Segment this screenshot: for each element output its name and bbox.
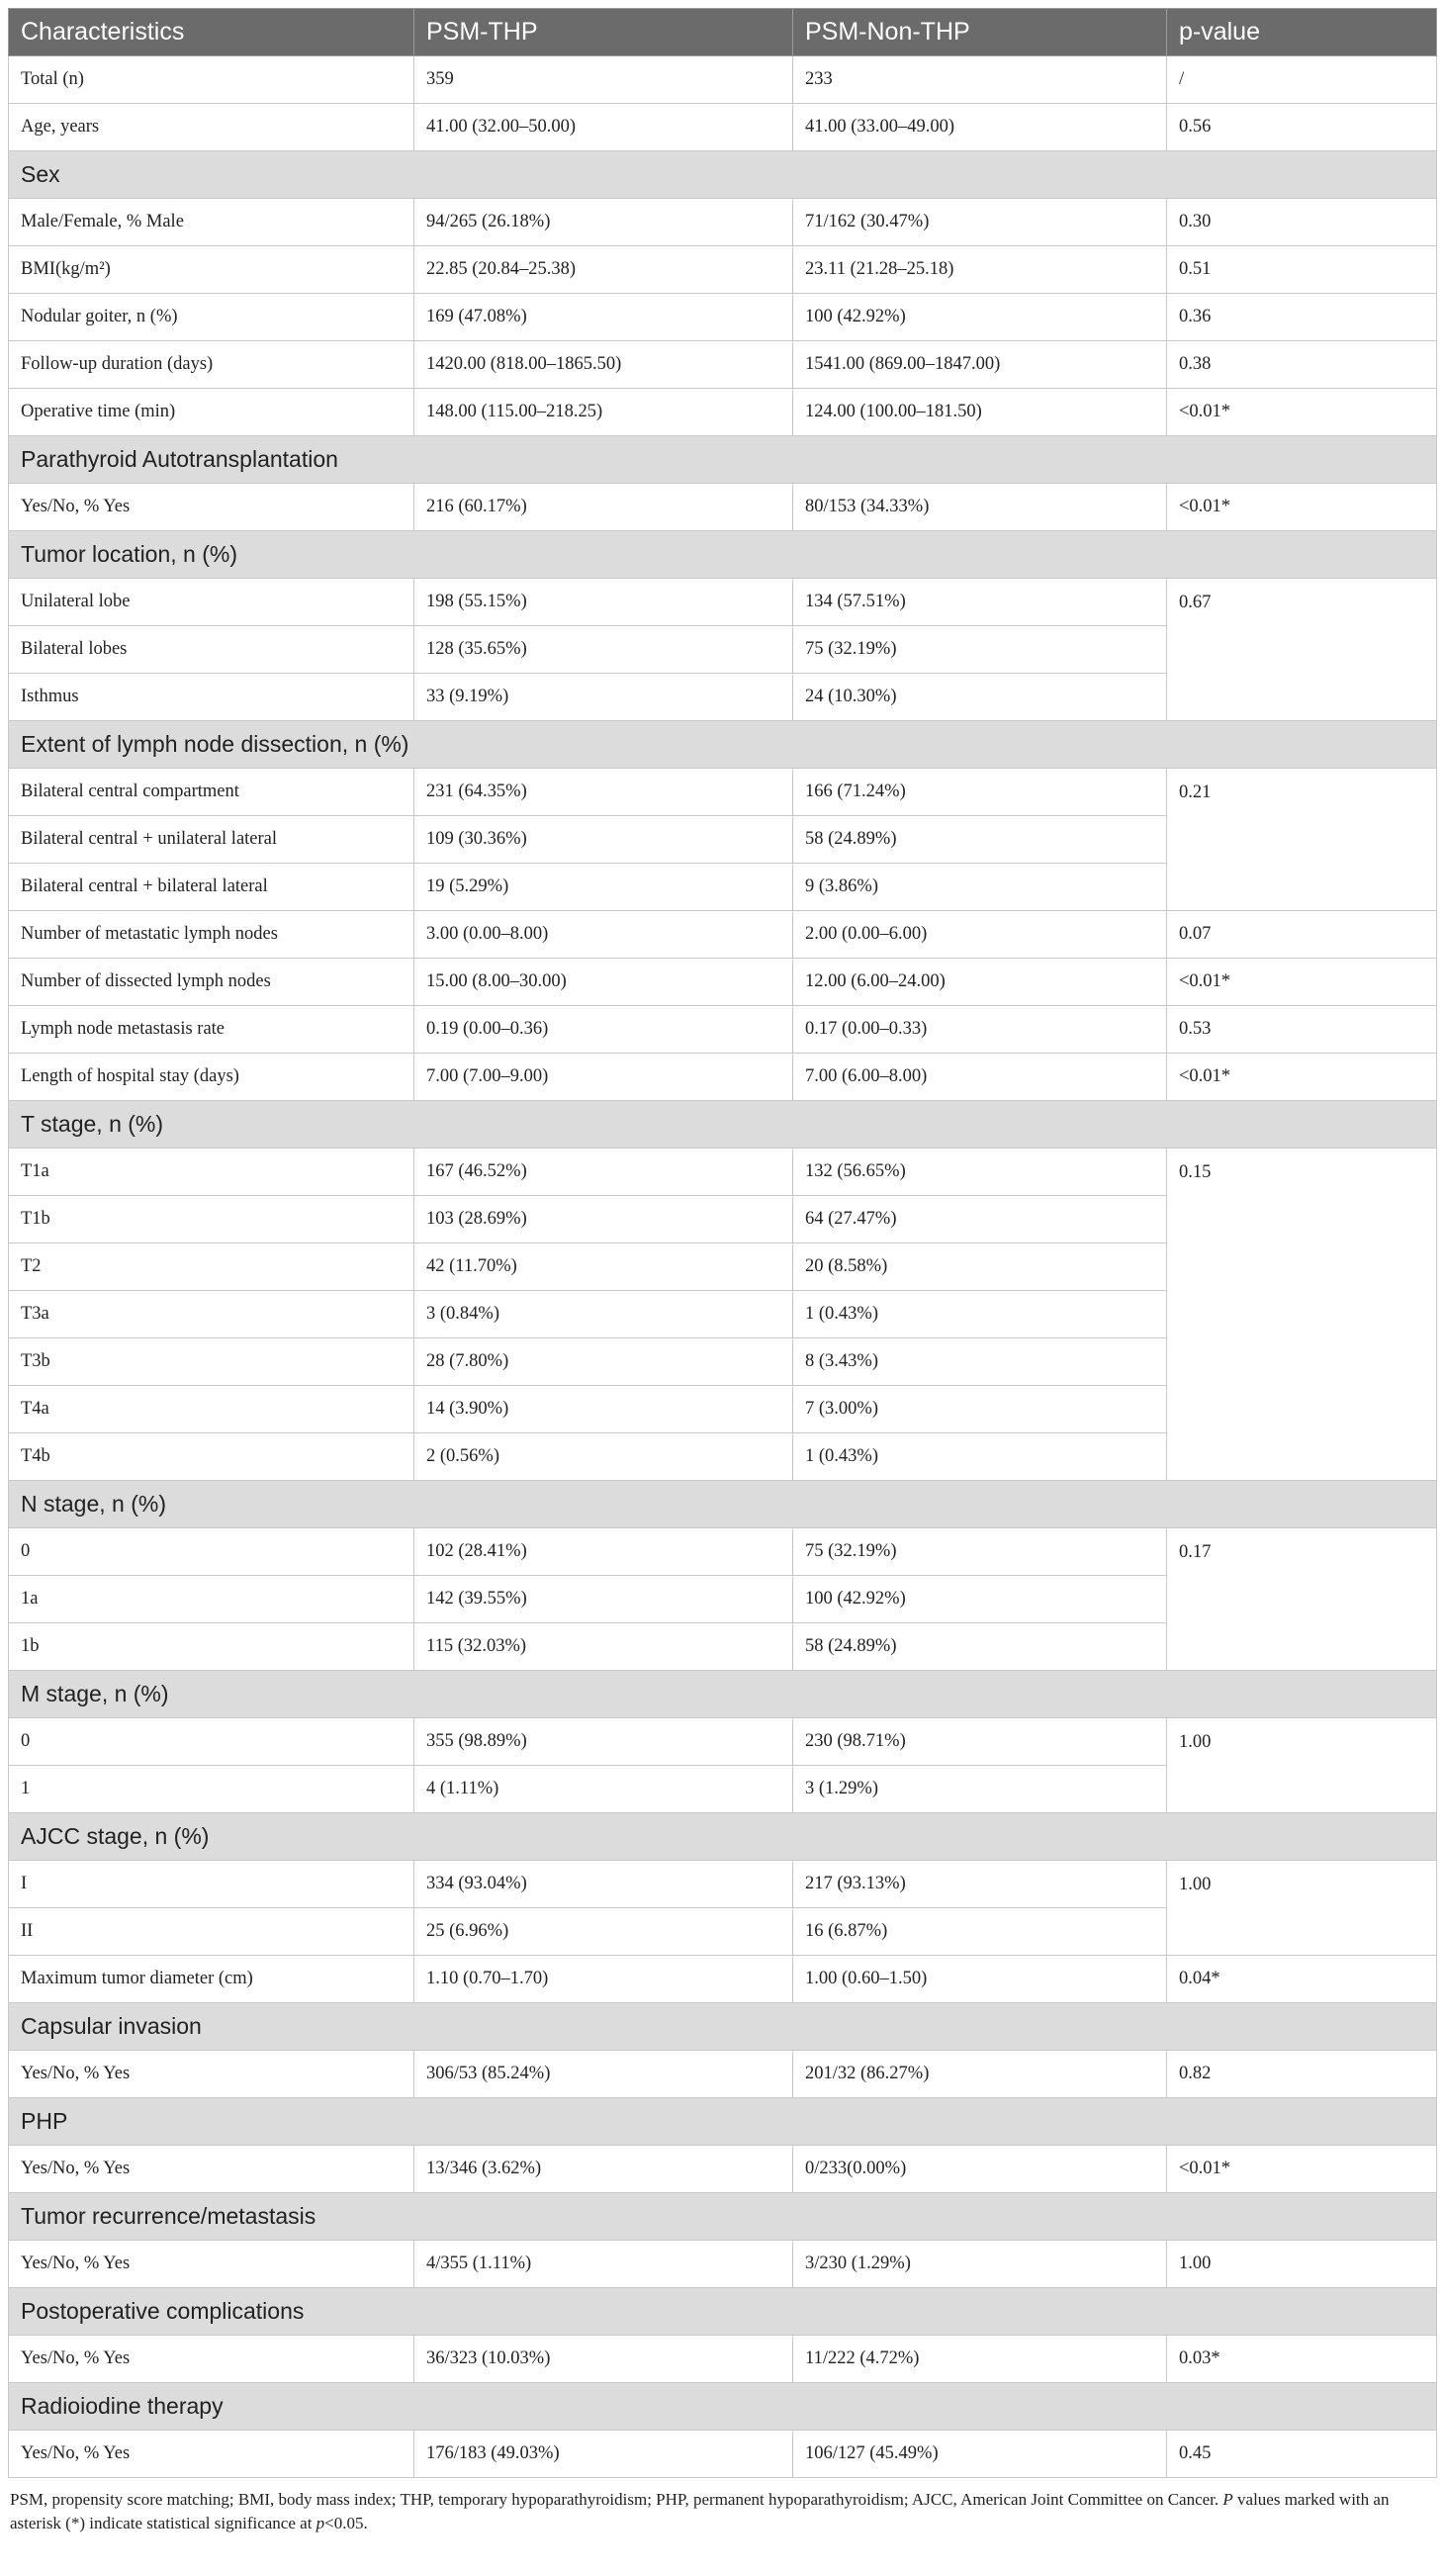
cell-psm-non-thp: 132 (56.65%) xyxy=(793,1149,1167,1196)
cell-characteristic: Yes/No, % Yes xyxy=(9,2146,414,2193)
cell-characteristic: Bilateral central + bilateral lateral xyxy=(9,864,414,911)
characteristics-table xyxy=(8,8,1437,2478)
table-row xyxy=(9,1149,1437,1196)
cell-psm-non-thp: 1 (0.43%) xyxy=(793,1291,1167,1338)
cell-psm-thp: 115 (32.03%) xyxy=(414,1623,793,1671)
cell-psm-non-thp: 1.00 (0.60–1.50) xyxy=(793,1956,1167,2003)
cell-psm-thp: 14 (3.90%) xyxy=(414,1386,793,1433)
cell-psm-thp: 22.85 (20.84–25.38) xyxy=(414,246,793,294)
cell-characteristic: Isthmus xyxy=(9,674,414,721)
cell-psm-thp: 198 (55.15%) xyxy=(414,579,793,626)
cell-psm-non-thp: 1 (0.43%) xyxy=(793,1433,1167,1481)
cell-psm-non-thp: 58 (24.89%) xyxy=(793,1623,1167,1671)
cell-psm-non-thp: 9 (3.86%) xyxy=(793,864,1167,911)
section-row xyxy=(9,1101,1437,1149)
cell-psm-thp: 2 (0.56%) xyxy=(414,1433,793,1481)
cell-characteristic: Yes/No, % Yes xyxy=(9,484,414,531)
cell-p-value: 0.53 xyxy=(1167,1006,1437,1054)
cell-psm-thp: 109 (30.36%) xyxy=(414,816,793,864)
cell-characteristic: Yes/No, % Yes xyxy=(9,2051,414,2098)
cell-characteristic: BMI(kg/m²) xyxy=(9,246,414,294)
section-row xyxy=(9,2193,1437,2241)
section-label: Tumor location, n (%) xyxy=(9,531,1437,579)
section-label: Radioiodine therapy xyxy=(9,2383,1437,2431)
cell-characteristic: Follow-up duration (days) xyxy=(9,341,414,389)
cell-psm-non-thp: 8 (3.43%) xyxy=(793,1338,1167,1386)
cell-characteristic: Yes/No, % Yes xyxy=(9,2431,414,2478)
table-row xyxy=(9,2241,1437,2288)
cell-psm-non-thp: 134 (57.51%) xyxy=(793,579,1167,626)
cell-psm-non-thp: 166 (71.24%) xyxy=(793,769,1167,816)
cell-psm-thp: 4 (1.11%) xyxy=(414,1766,793,1813)
cell-characteristic: Maximum tumor diameter (cm) xyxy=(9,1956,414,2003)
cell-characteristic: T3b xyxy=(9,1338,414,1386)
cell-psm-non-thp: 80/153 (34.33%) xyxy=(793,484,1167,531)
cell-p-value: 0.07 xyxy=(1167,911,1437,959)
section-label: Capsular invasion xyxy=(9,2003,1437,2051)
cell-characteristic: Yes/No, % Yes xyxy=(9,2241,414,2288)
table-container xyxy=(8,8,1436,2535)
section-label: Tumor recurrence/metastasis xyxy=(9,2193,1437,2241)
cell-psm-non-thp: 71/162 (30.47%) xyxy=(793,199,1167,246)
cell-characteristic: Operative time (min) xyxy=(9,389,414,436)
cell-psm-non-thp: 20 (8.58%) xyxy=(793,1243,1167,1291)
cell-p-value: <0.01* xyxy=(1167,389,1437,436)
table-footnote xyxy=(8,2488,1434,2535)
cell-psm-non-thp: 100 (42.92%) xyxy=(793,1576,1167,1623)
cell-psm-thp: 103 (28.69%) xyxy=(414,1196,793,1243)
cell-p-value: 1.00 xyxy=(1167,2241,1437,2288)
table-row xyxy=(9,2336,1437,2383)
cell-psm-thp: 128 (35.65%) xyxy=(414,626,793,674)
cell-psm-non-thp: 230 (98.71%) xyxy=(793,1718,1167,1766)
cell-psm-thp: 42 (11.70%) xyxy=(414,1243,793,1291)
table-row xyxy=(9,56,1437,104)
cell-characteristic: Bilateral central + unilateral lateral xyxy=(9,816,414,864)
cell-psm-non-thp: 75 (32.19%) xyxy=(793,1528,1167,1576)
cell-characteristic: Number of metastatic lymph nodes xyxy=(9,911,414,959)
cell-p-value: 0.30 xyxy=(1167,199,1437,246)
cell-characteristic: Age, years xyxy=(9,104,414,151)
cell-characteristic: T1a xyxy=(9,1149,414,1196)
table-row xyxy=(9,389,1437,436)
cell-psm-non-thp: 217 (93.13%) xyxy=(793,1861,1167,1908)
section-row xyxy=(9,2383,1437,2431)
cell-psm-thp: 4/355 (1.11%) xyxy=(414,2241,793,2288)
cell-psm-thp: 13/346 (3.62%) xyxy=(414,2146,793,2193)
table-row xyxy=(9,1528,1437,1576)
table-row xyxy=(9,104,1437,151)
section-label: Sex xyxy=(9,151,1437,199)
cell-psm-non-thp: 7.00 (6.00–8.00) xyxy=(793,1054,1167,1101)
section-label: Parathyroid Autotransplantation xyxy=(9,436,1437,484)
cell-psm-non-thp: 100 (42.92%) xyxy=(793,294,1167,341)
cell-characteristic: 1b xyxy=(9,1623,414,1671)
cell-psm-thp: 25 (6.96%) xyxy=(414,1908,793,1956)
table-row xyxy=(9,2146,1437,2193)
section-row xyxy=(9,436,1437,484)
table-row xyxy=(9,911,1437,959)
cell-psm-non-thp: 3/230 (1.29%) xyxy=(793,2241,1167,2288)
cell-p-value: <0.01* xyxy=(1167,484,1437,531)
cell-characteristic: Total (n) xyxy=(9,56,414,104)
cell-characteristic: 1 xyxy=(9,1766,414,1813)
cell-p-value: <0.01* xyxy=(1167,1054,1437,1101)
cell-psm-non-thp: 11/222 (4.72%) xyxy=(793,2336,1167,2383)
table-row xyxy=(9,1054,1437,1101)
section-row xyxy=(9,2098,1437,2146)
cell-psm-non-thp: 75 (32.19%) xyxy=(793,626,1167,674)
section-row xyxy=(9,1813,1437,1861)
header-psm-thp: PSM-THP xyxy=(414,9,793,56)
cell-p-value: 0.36 xyxy=(1167,294,1437,341)
cell-psm-thp: 355 (98.89%) xyxy=(414,1718,793,1766)
cell-characteristic: Nodular goiter, n (%) xyxy=(9,294,414,341)
cell-psm-thp: 306/53 (85.24%) xyxy=(414,2051,793,2098)
cell-p-value: / xyxy=(1167,56,1437,104)
table-row xyxy=(9,2051,1437,2098)
cell-characteristic: T4a xyxy=(9,1386,414,1433)
table-row xyxy=(9,2431,1437,2478)
section-label: N stage, n (%) xyxy=(9,1481,1437,1528)
cell-p-value: 0.38 xyxy=(1167,341,1437,389)
cell-characteristic: 1a xyxy=(9,1576,414,1623)
cell-psm-thp: 102 (28.41%) xyxy=(414,1528,793,1576)
cell-psm-non-thp: 201/32 (86.27%) xyxy=(793,2051,1167,2098)
table-row xyxy=(9,246,1437,294)
cell-characteristic: 0 xyxy=(9,1718,414,1766)
header-psm-non-thp: PSM-Non-THP xyxy=(793,9,1167,56)
table-row xyxy=(9,1006,1437,1054)
cell-psm-non-thp: 0.17 (0.00–0.33) xyxy=(793,1006,1167,1054)
cell-p-value: 0.56 xyxy=(1167,104,1437,151)
cell-characteristic: Yes/No, % Yes xyxy=(9,2336,414,2383)
header-row xyxy=(9,9,1437,56)
section-label: PHP xyxy=(9,2098,1437,2146)
cell-characteristic: Bilateral lobes xyxy=(9,626,414,674)
cell-psm-thp: 169 (47.08%) xyxy=(414,294,793,341)
cell-psm-thp: 148.00 (115.00–218.25) xyxy=(414,389,793,436)
table-row xyxy=(9,294,1437,341)
cell-characteristic: 0 xyxy=(9,1528,414,1576)
cell-characteristic: T3a xyxy=(9,1291,414,1338)
table-row xyxy=(9,199,1437,246)
cell-psm-non-thp: 106/127 (45.49%) xyxy=(793,2431,1167,2478)
cell-psm-non-thp: 23.11 (21.28–25.18) xyxy=(793,246,1167,294)
table-row xyxy=(9,484,1437,531)
cell-psm-non-thp: 41.00 (33.00–49.00) xyxy=(793,104,1167,151)
cell-psm-thp: 15.00 (8.00–30.00) xyxy=(414,959,793,1006)
cell-p-value: 0.03* xyxy=(1167,2336,1437,2383)
footnote-text: PSM, propensity score matching; BMI, body mass index; THP, temporary hypoparathyroidism; PHP, permanent hypoparathyroidism; AJCC, American Joint Committee on Cancer. xyxy=(10,2490,1223,2509)
cell-psm-non-thp: 3 (1.29%) xyxy=(793,1766,1167,1813)
cell-characteristic: Number of dissected lymph nodes xyxy=(9,959,414,1006)
section-label: T stage, n (%) xyxy=(9,1101,1437,1149)
section-label: AJCC stage, n (%) xyxy=(9,1813,1437,1861)
cell-psm-thp: 33 (9.19%) xyxy=(414,674,793,721)
table-row xyxy=(9,769,1437,816)
cell-psm-non-thp: 1541.00 (869.00–1847.00) xyxy=(793,341,1167,389)
cell-characteristic: I xyxy=(9,1861,414,1908)
cell-psm-non-thp: 7 (3.00%) xyxy=(793,1386,1167,1433)
cell-psm-thp: 19 (5.29%) xyxy=(414,864,793,911)
cell-psm-non-thp: 2.00 (0.00–6.00) xyxy=(793,911,1167,959)
section-row xyxy=(9,1671,1437,1718)
footnote-text-end: <0.05. xyxy=(324,2514,368,2532)
cell-psm-non-thp: 12.00 (6.00–24.00) xyxy=(793,959,1167,1006)
footnote-italic-p2: p xyxy=(316,2514,325,2532)
cell-psm-thp: 1.10 (0.70–1.70) xyxy=(414,1956,793,2003)
cell-psm-thp: 334 (93.04%) xyxy=(414,1861,793,1908)
cell-p-value: 0.67 xyxy=(1167,579,1437,721)
footnote-italic-p: P xyxy=(1222,2490,1233,2509)
cell-psm-non-thp: 64 (27.47%) xyxy=(793,1196,1167,1243)
cell-psm-thp: 359 xyxy=(414,56,793,104)
cell-psm-thp: 216 (60.17%) xyxy=(414,484,793,531)
section-label: M stage, n (%) xyxy=(9,1671,1437,1718)
table-body xyxy=(9,56,1437,2478)
cell-psm-thp: 142 (39.55%) xyxy=(414,1576,793,1623)
cell-characteristic: Male/Female, % Male xyxy=(9,199,414,246)
section-row xyxy=(9,531,1437,579)
cell-psm-non-thp: 233 xyxy=(793,56,1167,104)
footnote-text-middle: values marked with an asterisk (*) indicate statistical significance at xyxy=(10,2490,1390,2532)
cell-psm-non-thp: 24 (10.30%) xyxy=(793,674,1167,721)
cell-characteristic: Bilateral central compartment xyxy=(9,769,414,816)
header-p-value: p-value xyxy=(1167,9,1437,56)
cell-psm-non-thp: 16 (6.87%) xyxy=(793,1908,1167,1956)
cell-psm-thp: 36/323 (10.03%) xyxy=(414,2336,793,2383)
cell-psm-thp: 231 (64.35%) xyxy=(414,769,793,816)
table-row xyxy=(9,1956,1437,2003)
cell-p-value: 0.45 xyxy=(1167,2431,1437,2478)
cell-psm-thp: 0.19 (0.00–0.36) xyxy=(414,1006,793,1054)
cell-characteristic: T4b xyxy=(9,1433,414,1481)
cell-psm-thp: 1420.00 (818.00–1865.50) xyxy=(414,341,793,389)
cell-psm-thp: 94/265 (26.18%) xyxy=(414,199,793,246)
section-row xyxy=(9,721,1437,769)
cell-psm-non-thp: 0/233(0.00%) xyxy=(793,2146,1167,2193)
cell-p-value: <0.01* xyxy=(1167,959,1437,1006)
cell-psm-thp: 7.00 (7.00–9.00) xyxy=(414,1054,793,1101)
cell-p-value: 0.17 xyxy=(1167,1528,1437,1671)
cell-characteristic: T2 xyxy=(9,1243,414,1291)
cell-characteristic: Unilateral lobe xyxy=(9,579,414,626)
cell-characteristic: Length of hospital stay (days) xyxy=(9,1054,414,1101)
section-row xyxy=(9,1481,1437,1528)
table-row xyxy=(9,1718,1437,1766)
cell-p-value: 0.21 xyxy=(1167,769,1437,911)
cell-p-value: 0.51 xyxy=(1167,246,1437,294)
cell-psm-thp: 3.00 (0.00–8.00) xyxy=(414,911,793,959)
section-row xyxy=(9,2003,1437,2051)
cell-p-value: 1.00 xyxy=(1167,1718,1437,1813)
cell-p-value: 0.82 xyxy=(1167,2051,1437,2098)
cell-psm-non-thp: 124.00 (100.00–181.50) xyxy=(793,389,1167,436)
table-row xyxy=(9,579,1437,626)
cell-psm-thp: 3 (0.84%) xyxy=(414,1291,793,1338)
table-row xyxy=(9,1861,1437,1908)
cell-characteristic: Lymph node metastasis rate xyxy=(9,1006,414,1054)
table-row xyxy=(9,959,1437,1006)
cell-psm-thp: 28 (7.80%) xyxy=(414,1338,793,1386)
header-characteristics: Characteristics xyxy=(9,9,414,56)
table-row xyxy=(9,341,1437,389)
section-row xyxy=(9,151,1437,199)
cell-psm-thp: 176/183 (49.03%) xyxy=(414,2431,793,2478)
cell-psm-non-thp: 58 (24.89%) xyxy=(793,816,1167,864)
section-label: Extent of lymph node dissection, n (%) xyxy=(9,721,1437,769)
section-label: Postoperative complications xyxy=(9,2288,1437,2336)
cell-psm-thp: 167 (46.52%) xyxy=(414,1149,793,1196)
cell-characteristic: T1b xyxy=(9,1196,414,1243)
cell-p-value: <0.01* xyxy=(1167,2146,1437,2193)
cell-p-value: 1.00 xyxy=(1167,1861,1437,1956)
cell-psm-thp: 41.00 (32.00–50.00) xyxy=(414,104,793,151)
cell-p-value: 0.15 xyxy=(1167,1149,1437,1481)
cell-p-value: 0.04* xyxy=(1167,1956,1437,2003)
cell-characteristic: II xyxy=(9,1908,414,1956)
section-row xyxy=(9,2288,1437,2336)
